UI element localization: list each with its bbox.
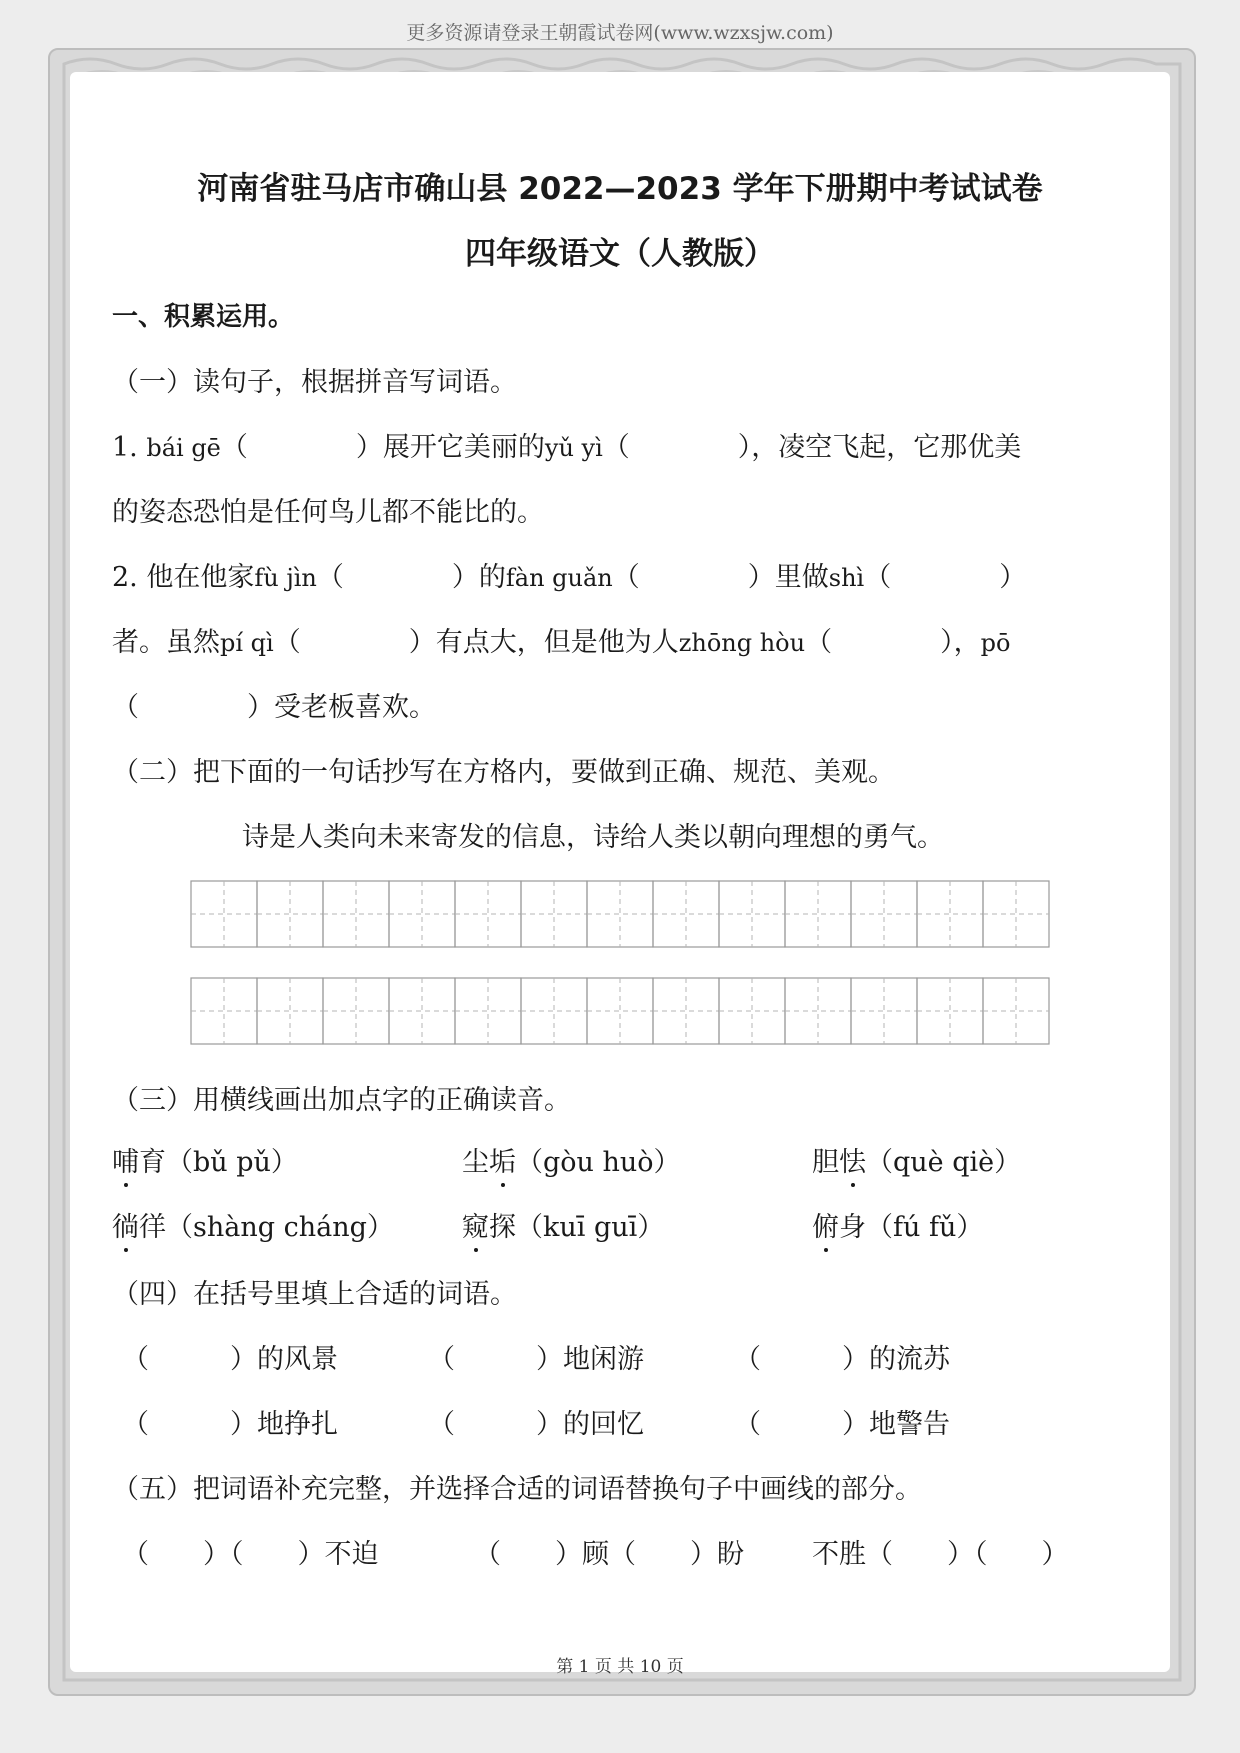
q1-pinyin-2: yǔ yì — [544, 434, 603, 462]
writing-grid-row-2[interactable] — [190, 977, 1052, 1045]
fill-item-3: （ ）的流苏 — [734, 1344, 950, 1375]
section-heading-1: 一、积累运用。 — [112, 302, 295, 332]
q2-l2-text-a: 者。虽然 — [112, 627, 220, 658]
copy-sentence: 诗是人类向未来寄发的信息，诗给人类以朝向理想的勇气。 — [242, 822, 944, 853]
q2-pinyin-1: fù jìn — [254, 564, 317, 592]
q2-text-b: （ ）的 — [316, 562, 506, 593]
dotted-char: 哺 — [112, 1140, 139, 1179]
dotted-char: 徜 — [112, 1205, 139, 1244]
idiom-item-3: 不胜（ ）（ ） — [812, 1539, 1069, 1570]
dotted-char: 怯 — [839, 1140, 866, 1179]
q2-text-c: （ ）里做 — [612, 562, 829, 593]
page-number: 第 1 页 共 10 页 — [556, 1657, 684, 1677]
fill-item-6: （ ）地警告 — [734, 1409, 950, 1440]
reading-options: 育（bǔ pǔ） — [139, 1147, 298, 1178]
exam-content — [112, 0, 1128, 1753]
question-1-line-2: 的姿态恐怕是任何鸟儿都不能比的。 — [112, 497, 544, 528]
plain-char: 尘 — [462, 1147, 489, 1178]
reading-options: （què qiè） — [866, 1147, 1022, 1178]
fill-item-4: （ ）地挣扎 — [122, 1409, 338, 1440]
question-2-line-1 — [112, 555, 1026, 594]
dotted-char: 俯 — [812, 1205, 839, 1244]
fill-item-5: （ ）的回忆 — [428, 1409, 644, 1440]
reading-options: 身（fú fǔ） — [839, 1212, 984, 1243]
idiom-item-1: （ ）（ ）不迫 — [122, 1539, 379, 1570]
q2-pinyin-3: shì — [828, 564, 865, 592]
q2-text-a: 2. 他在他家 — [112, 562, 255, 593]
question-2-line-3: （ ）受老板喜欢。 — [112, 692, 436, 723]
part2-heading: （二）把下面的一句话抄写在方格内，要做到正确、规范、美观。 — [112, 757, 895, 788]
watermark: 更多资源请登录王朝霞试卷网(www.wzxsjw.com) — [406, 22, 834, 44]
dotted-char: 垢 — [489, 1140, 516, 1179]
plain-char: 胆 — [812, 1147, 839, 1178]
part1-heading: （一）读句子，根据拼音写词语。 — [112, 367, 517, 398]
exam-subtitle: 四年级语文（人教版） — [465, 236, 775, 272]
writing-grid-row-1[interactable] — [190, 880, 1052, 948]
part3-heading: （三）用横线画出加点字的正确读音。 — [112, 1085, 571, 1116]
q2-l2-text-c: （ ）， — [805, 627, 981, 658]
exam-title: 河南省驻马店市确山县 2022—2023 学年下册期中考试试卷 — [197, 171, 1043, 207]
part5-heading: （五）把词语补充完整，并选择合适的词语替换句子中画线的部分。 — [112, 1474, 922, 1505]
reading-options: （gòu huò） — [516, 1147, 681, 1178]
q2-pinyin-2: fàn guǎn — [505, 564, 613, 592]
reading-options: 探（kuī guī） — [489, 1212, 665, 1243]
q1-number: 1. — [112, 432, 147, 463]
idiom-item-2: （ ）顾（ ）盼 — [474, 1539, 744, 1570]
q1-text-2: （ ），凌空飞起，它那优美 — [602, 432, 1022, 463]
question-1-line-1 — [112, 425, 1021, 464]
q2-l2-pinyin-3: pō — [980, 629, 1011, 657]
question-2-line-2 — [112, 620, 1010, 659]
q2-text-d: （ ） — [864, 562, 1027, 593]
fill-item-1: （ ）的风景 — [122, 1344, 338, 1375]
fill-item-2: （ ）地闲游 — [428, 1344, 644, 1375]
dotted-char: 窥 — [462, 1205, 489, 1244]
q2-l2-text-b: （ ）有点大，但是他为人 — [273, 627, 679, 658]
reading-options: 徉（shàng cháng） — [139, 1212, 394, 1243]
q2-l2-pinyin-1: pí qì — [220, 629, 274, 657]
part4-heading: （四）在括号里填上合适的词语。 — [112, 1279, 517, 1310]
q1-pinyin-1: bái gē — [146, 434, 221, 462]
q2-l2-pinyin-2: zhōng hòu — [678, 629, 806, 657]
q1-text-1: （ ）展开它美丽的 — [220, 432, 545, 463]
